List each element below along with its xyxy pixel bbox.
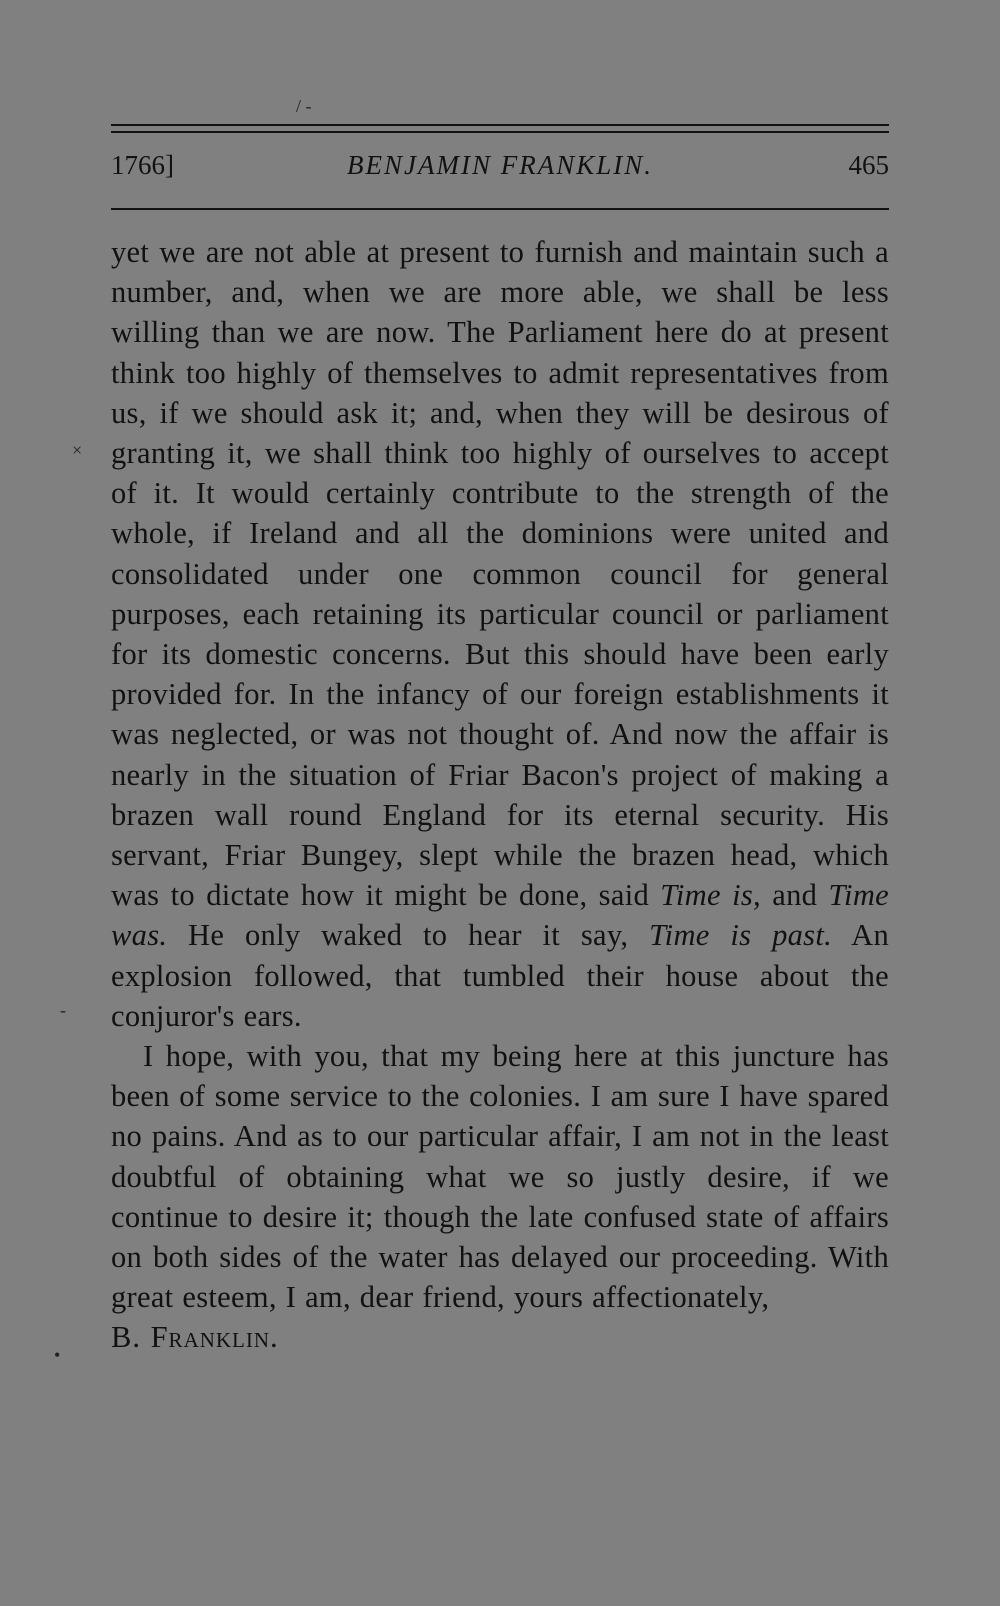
margin-mark-tick: - bbox=[60, 1000, 66, 1020]
paragraph-1-text-c: He only waked to hear it say, bbox=[167, 918, 650, 953]
margin-mark-x: × bbox=[72, 440, 83, 460]
top-rule-inner bbox=[111, 131, 889, 133]
paragraph-1-text-d: An explosion followed, that tumbled their house about the conjuror's ears. bbox=[111, 918, 889, 1033]
italic-time-is-past: Time is past. bbox=[649, 918, 833, 953]
header-rule bbox=[111, 208, 889, 210]
top-rule bbox=[111, 124, 889, 126]
letter-body bbox=[111, 232, 889, 1358]
paragraph-1-text-b: and bbox=[760, 878, 829, 913]
stray-mark-top: / - bbox=[296, 96, 312, 116]
italic-time-is: Time is, bbox=[660, 878, 761, 913]
margin-mark-dot: • bbox=[54, 1345, 61, 1365]
paragraph-1-text-a: yet we are not able at present to furnish and maintain such a number, and, when we are more able, we shall be less willing than we are now. The Parliament here do at present think too highly of themselves to admit representatives from us, if we should ask it; and, when they will be desirous of granting it, we shall think too highly of ourselves to accept of it. It would certainly contribute to the strength of the whole, if Ireland and all the dominions were united and consolidated under one common council for general purposes, each retaining its particular council or parliament for its domestic concerns. But this should have been early provided for. In the infancy of our foreign establishments it was neglected, or was not thought of. And now the affair is nearly in the situation of Friar Bacon's project of making a brazen wall round England for its eternal security. His servant, Friar Bungey, slept while the brazen head, which was to dictate how it might be done, said bbox=[111, 235, 889, 913]
italic-time-was: Time was. bbox=[111, 878, 889, 953]
running-head bbox=[111, 150, 889, 190]
header-year: 1766] bbox=[111, 150, 174, 180]
paragraph-1 bbox=[111, 232, 889, 1036]
header-title: BENJAMIN FRANKLIN. bbox=[347, 150, 653, 180]
page-number: 465 bbox=[848, 150, 889, 180]
paragraph-2: I hope, with you, that my being here at this juncture has been of some service to the colonies. I am sure I have spared no pains. And as to our particular affair, I am not in the least doubtful of obtaining what we so justly desire, if we continue to desire it; though the late confused state of affairs on both sides of the water has delayed our proceeding. With great esteem, I am, dear friend, yours affectionately, bbox=[111, 1039, 889, 1315]
signature: B. Franklin. bbox=[111, 1320, 279, 1355]
